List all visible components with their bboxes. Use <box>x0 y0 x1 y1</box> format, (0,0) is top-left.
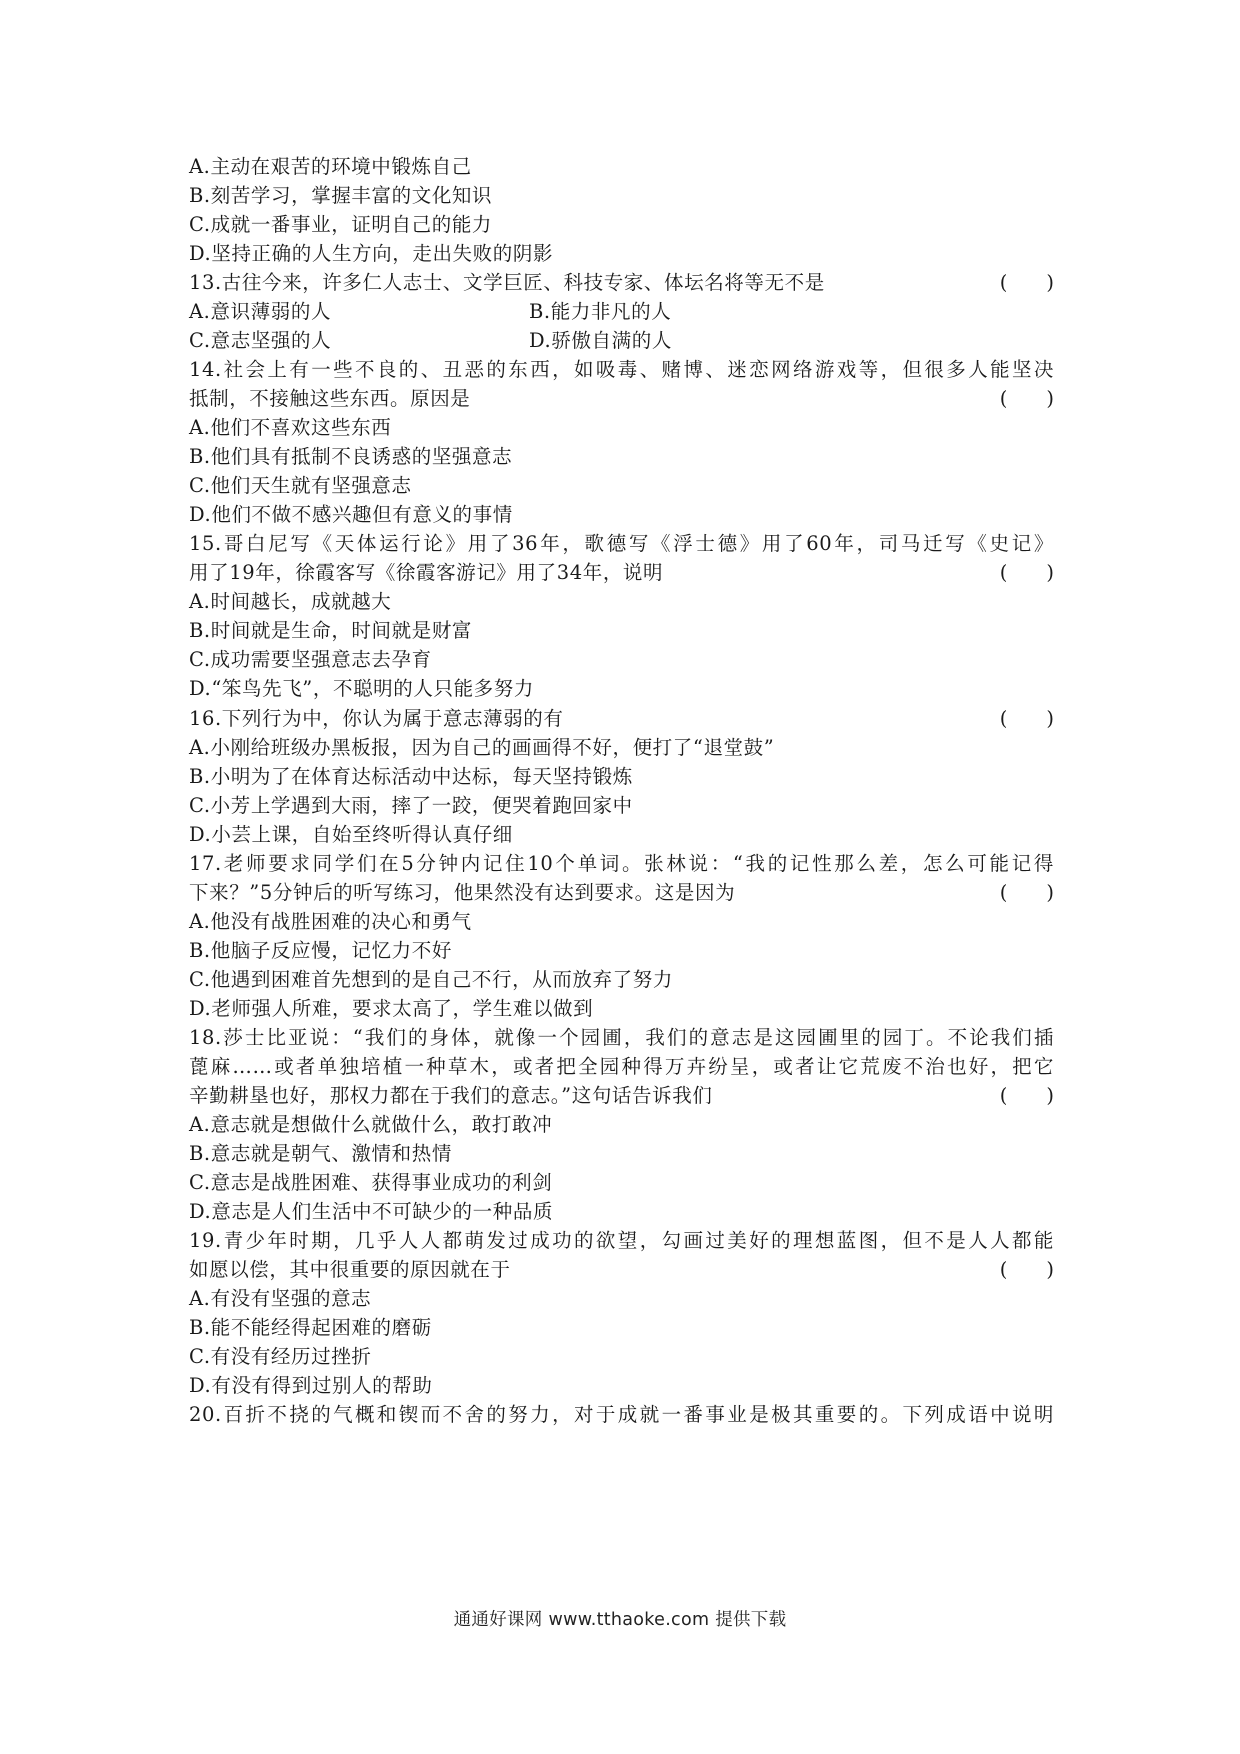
q19-option-d: D.有没有得到过别人的帮助 <box>189 1374 433 1397</box>
q19-option-c: C.有没有经历过挫折 <box>189 1345 372 1368</box>
q17-stem-line1: 17.老师要求同学们在5分钟内记住10个单词。张林说：“我的记性那么差，怎么可能记得 <box>189 852 1054 875</box>
q18-option-b: B.意志就是朝气、激情和热情 <box>189 1142 452 1165</box>
q15-stem-line1: 15.哥白尼写《天体运行论》用了36年，歌德写《浮士德》用了60年，司马迁写《史记》 <box>189 532 1054 555</box>
answer-bracket: ( ) <box>999 387 1054 410</box>
q19-option-a: A.有没有坚强的意志 <box>189 1287 372 1310</box>
q15-option-b: B.时间就是生命，时间就是财富 <box>189 619 473 642</box>
q15-option-a: A.时间越长，成就越大 <box>189 590 392 613</box>
q16-stem-text: 16.下列行为中，你认为属于意志薄弱的有 <box>189 707 564 730</box>
q19-stem-line1: 19.青少年时期，几乎人人都萌发过成功的欲望，勾画过美好的理想蓝图，但不是人人都能 <box>189 1229 1054 1252</box>
q15-option-c: C.成功需要坚强意志去孕育 <box>189 648 432 671</box>
q17-option-a: A.他没有战胜困难的决心和勇气 <box>189 910 472 933</box>
q12-option-c: C.成就一番事业，证明自己的能力 <box>189 213 493 236</box>
q16-option-d: D.小芸上课，自始至终听得认真仔细 <box>189 823 513 846</box>
q12-option-d: D.坚持正确的人生方向，走出失败的阴影 <box>189 242 554 265</box>
q17-option-b: B.他脑子反应慢，记忆力不好 <box>189 939 452 962</box>
q12-option-a: A.主动在艰苦的环境中锻炼自己 <box>189 155 472 178</box>
q12-option-b: B.刻苦学习，掌握丰富的文化知识 <box>189 184 493 207</box>
q15-option-d: D.“笨鸟先飞”，不聪明的人只能多努力 <box>189 677 534 700</box>
q14-option-a: A.他们不喜欢这些东西 <box>189 416 392 439</box>
q14-stem-text: 抵制，不接触这些东西。原因是 <box>189 387 471 410</box>
answer-bracket: ( ) <box>999 271 1054 294</box>
q13-option-d: D.骄傲自满的人 <box>529 329 672 352</box>
q20-stem-line1: 20.百折不挠的气概和锲而不舍的努力，对于成就一番事业是极其重要的。下列成语中说明 <box>189 1403 1054 1426</box>
answer-bracket: ( ) <box>999 1084 1054 1107</box>
q17-option-c: C.他遇到困难首先想到的是自己不行，从而放弃了努力 <box>189 968 673 991</box>
answer-bracket: ( ) <box>999 561 1054 584</box>
answer-bracket: ( ) <box>999 881 1054 904</box>
q16-option-b: B.小明为了在体育达标活动中达标，每天坚持锻炼 <box>189 765 633 788</box>
footer-download-note: 通通好课网 www.tthaoke.com 提供下载 <box>453 1610 787 1630</box>
q17-option-d: D.老师强人所难，要求太高了，学生难以做到 <box>189 997 594 1020</box>
answer-bracket: ( ) <box>999 707 1054 730</box>
q14-option-d: D.他们不做不感兴趣但有意义的事情 <box>189 503 513 526</box>
q19-stem-text: 如愿以偿，其中很重要的原因就在于 <box>189 1258 511 1281</box>
answer-bracket: ( ) <box>999 1258 1054 1281</box>
q14-stem-line1: 14.社会上有一些不良的、丑恶的东西，如吸毒、赌博、迷恋网络游戏等，但很多人能坚决 <box>189 358 1054 381</box>
q16-option-a: A.小刚给班级办黑板报，因为自己的画画得不好，便打了“退堂鼓” <box>189 736 775 759</box>
q18-stem-line2: 蓖麻……或者单独培植一种草木，或者把全园种得万卉纷呈，或者让它荒废不治也好，把它 <box>189 1055 1054 1078</box>
q18-option-a: A.意志就是想做什么就做什么，敢打敢冲 <box>189 1113 553 1136</box>
q13-stem-text: 13.古往今来，许多仁人志士、文学巨匠、科技专家、体坛名将等无不是 <box>189 271 825 294</box>
q14-option-b: B.他们具有抵制不良诱惑的坚强意志 <box>189 445 513 468</box>
q13-option-b: B.能力非凡的人 <box>529 300 672 323</box>
q13-option-a: A.意识薄弱的人 <box>189 300 332 323</box>
q16-option-c: C.小芳上学遇到大雨，摔了一跤，便哭着跑回家中 <box>189 794 633 817</box>
q15-stem-text: 用了19年，徐霞客写《徐霞客游记》用了34年，说明 <box>189 561 664 584</box>
q18-option-d: D.意志是人们生活中不可缺少的一种品质 <box>189 1200 554 1223</box>
q17-stem-text: 下来？”5分钟后的听写练习，他果然没有达到要求。这是因为 <box>189 881 736 904</box>
q19-option-b: B.能不能经得起困难的磨砺 <box>189 1316 432 1339</box>
q14-option-c: C.他们天生就有坚强意志 <box>189 474 412 497</box>
q18-stem-text: 辛勤耕垦也好，那权力都在于我们的意志。”这句话告诉我们 <box>189 1084 713 1107</box>
q18-option-c: C.意志是战胜困难、获得事业成功的利剑 <box>189 1171 553 1194</box>
q18-stem-line1: 18.莎士比亚说：“我们的身体，就像一个园圃，我们的意志是这园圃里的园丁。不论我们插 <box>189 1026 1054 1049</box>
q13-option-c: C.意志坚强的人 <box>189 329 332 352</box>
